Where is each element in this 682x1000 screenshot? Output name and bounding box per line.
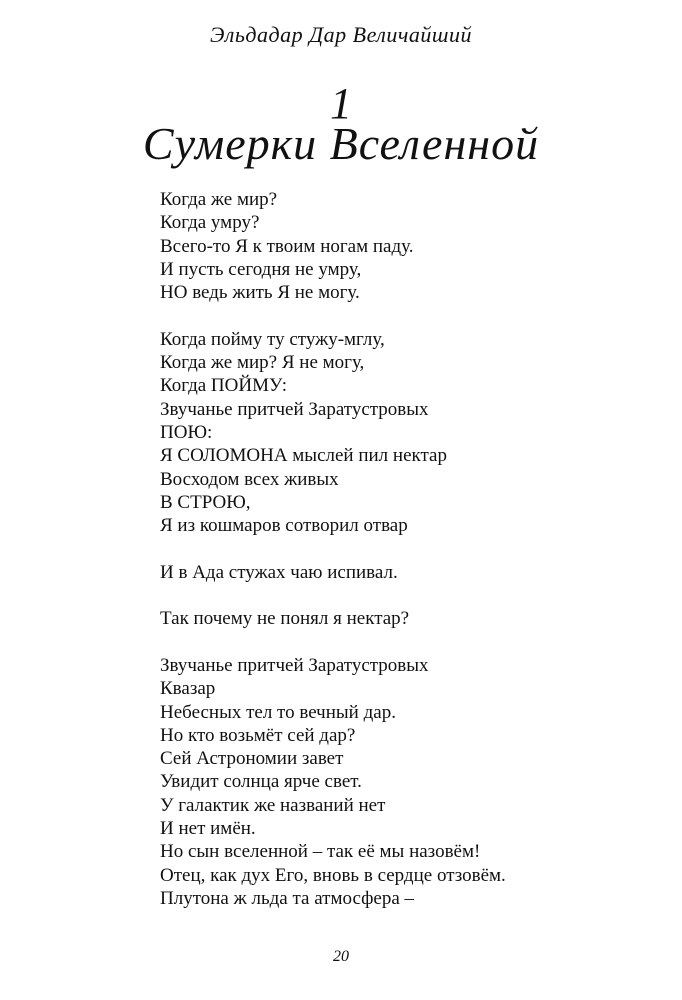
chapter-number: 1 <box>330 79 352 128</box>
poem-line: НО ведь жить Я не могу. <box>160 282 360 304</box>
poem-line: И нет имён. <box>160 818 256 840</box>
poem-line: ПОЮ: <box>160 421 213 443</box>
stanza-break <box>160 631 620 654</box>
poem-line: Восходом всех живых <box>160 468 339 490</box>
poem-line: И пусть сегодня не умру, <box>160 258 362 280</box>
poem-line: Так почему не понял я нектар? <box>160 608 410 630</box>
poem-line: Квазар <box>160 678 216 700</box>
poem-line: Отец, как дух Его, вновь в сердце отзовём. <box>160 864 506 886</box>
poem-body <box>160 188 620 910</box>
poem-line: Плутона ж льда та атмосфера – <box>160 887 415 909</box>
stanza-break <box>160 537 620 560</box>
poem-line: Но кто возьмёт сей дар? <box>160 724 356 746</box>
stanza-break <box>160 584 620 607</box>
poem-line: Я из кошмаров сотворил отвар <box>160 515 408 537</box>
poem-line: Звучанье притчей Заратустровых <box>160 654 429 676</box>
poem-line: Когда умру? <box>160 212 260 234</box>
poem-line: Когда пойму ту стужу-мглу, <box>160 328 385 350</box>
page-number: 20 <box>333 948 349 965</box>
poem-line: Когда ПОЙМУ: <box>160 375 287 397</box>
poem-line: В СТРОЮ, <box>160 491 251 513</box>
stanza-break <box>160 304 620 327</box>
poem-line: Но сын вселенной – так её мы назовём! <box>160 841 481 863</box>
poem-line: Всего-то Я к твоим ногам паду. <box>160 235 414 257</box>
chapter-title: Сумерки Вселенной <box>142 118 540 169</box>
poem-line: Когда же мир? Я не могу, <box>160 352 365 374</box>
poem-line: Я СОЛОМОНА мыслей пил нектар <box>160 445 447 467</box>
poem-line: Когда же мир? <box>160 189 278 210</box>
poem-line: Небесных тел то вечный дар. <box>160 701 396 723</box>
poem-line: Сей Астрономии завет <box>160 748 344 770</box>
poem-line: Увидит солнца ярче свет. <box>160 771 362 793</box>
poem-line: У галактик же названий нет <box>160 794 386 816</box>
running-head: Эльдадар Дар Величайший <box>210 22 472 47</box>
poem-line: И в Ада стужах чаю испивал. <box>160 561 398 583</box>
poem-line: Звучанье притчей Заратустровых <box>160 398 429 420</box>
